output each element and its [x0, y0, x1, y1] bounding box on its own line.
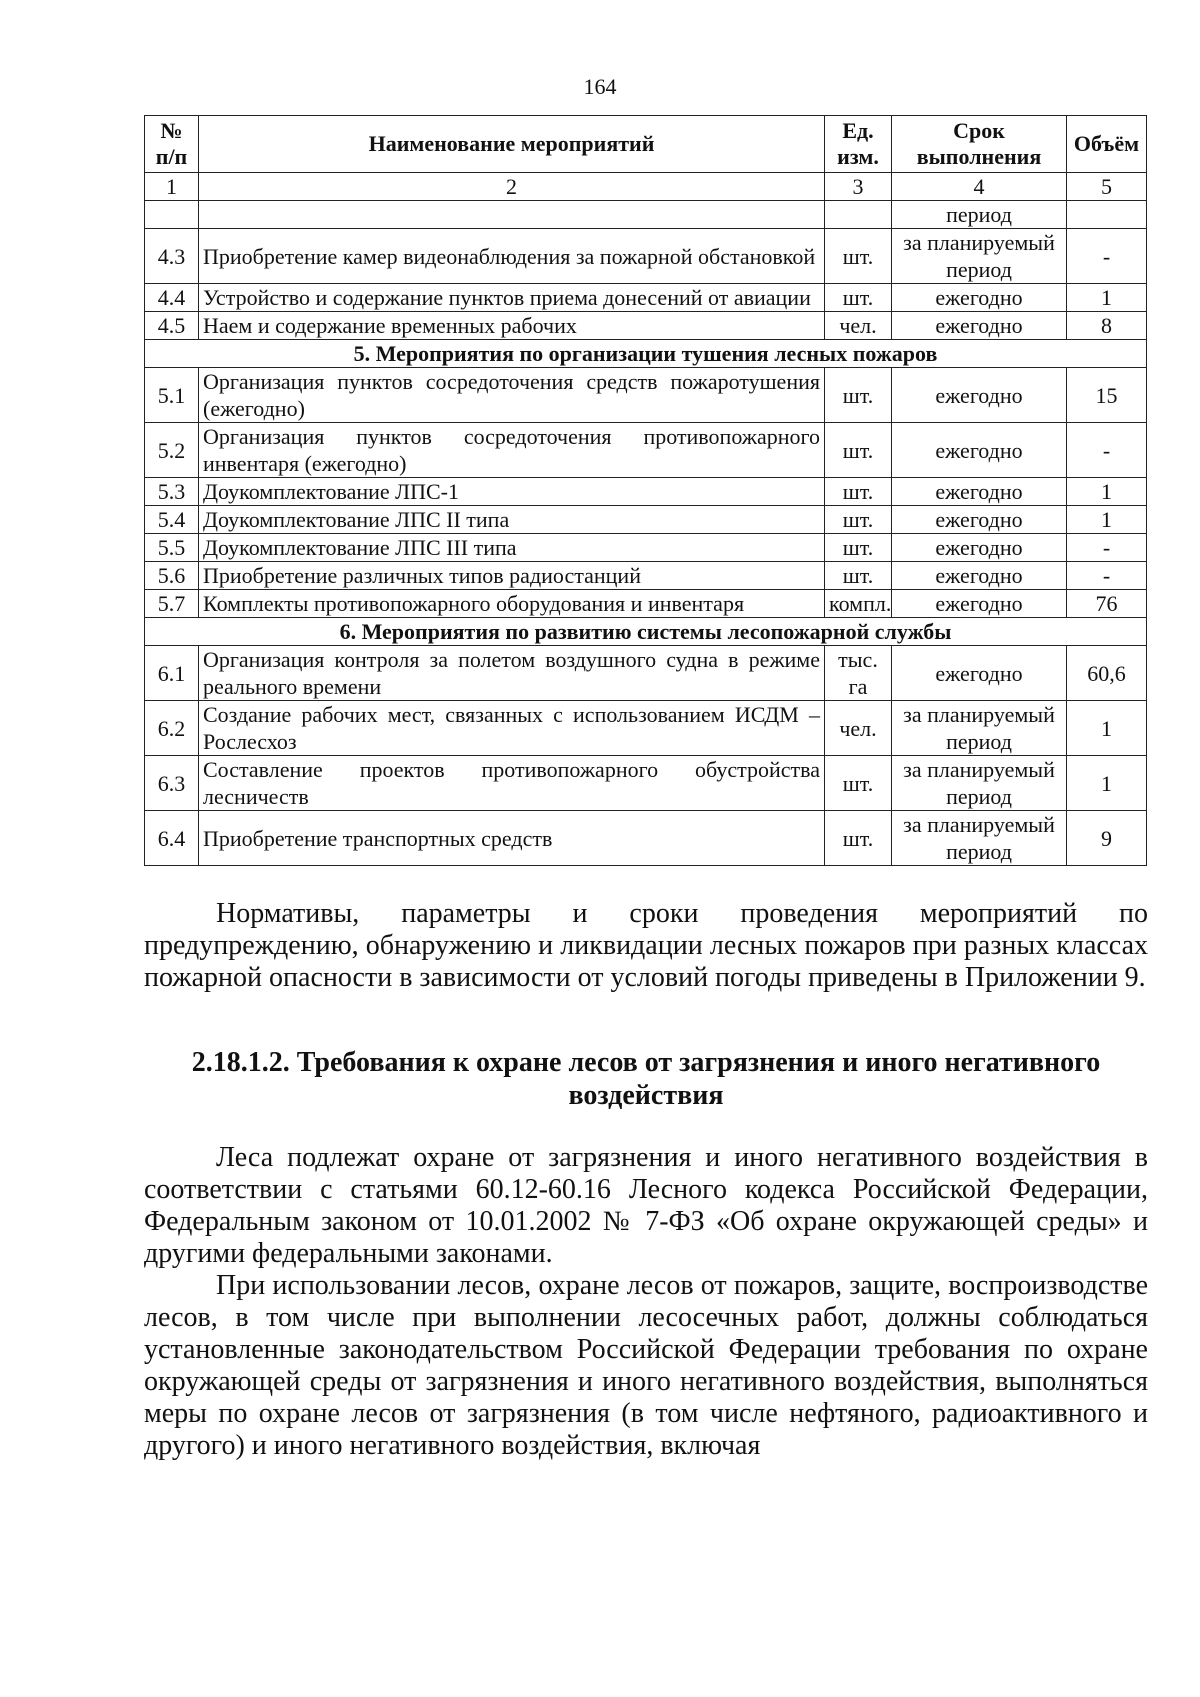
carry-over-volume: [1067, 201, 1147, 229]
header-volume: Объём: [1067, 116, 1147, 173]
section-6-title: 6. Мероприятия по развитию системы лесопожарной службы: [145, 618, 1147, 646]
row-term: ежегодно: [892, 423, 1067, 478]
row-term: ежегодно: [892, 312, 1067, 340]
row-term: ежегодно: [892, 646, 1067, 701]
row-term: ежегодно: [892, 506, 1067, 534]
table-group: [145, 368, 1147, 618]
column-number: 2: [199, 173, 825, 201]
row-number: 5.3: [145, 478, 199, 506]
row-volume: -: [1067, 562, 1147, 590]
row-unit: шт.: [825, 423, 892, 478]
row-name: Устройство и содержание пунктов приема донесений от авиации: [199, 284, 825, 312]
row-volume: -: [1067, 534, 1147, 562]
row-name: Комплекты противопожарного оборудования и инвентаря: [199, 590, 825, 618]
table-header-row: [145, 116, 1147, 173]
table-row: [145, 368, 1147, 423]
row-term: ежегодно: [892, 590, 1067, 618]
row-unit: шт.: [825, 534, 892, 562]
row-number: 6.4: [145, 811, 199, 866]
table-group: [145, 646, 1147, 866]
forests-text: Леса подлежат охране от загрязнения и иного негативного воздействия в соответствии с статьями 60.12-60.16 Лесного кодекса Российской Федерации, Федеральным законом от 10.01.2002 № 7-ФЗ «Об охране окружающей среды» и другими федеральными законами.: [144, 1142, 1148, 1269]
row-term: ежегодно: [892, 368, 1067, 423]
row-term: за планируемый период: [892, 756, 1067, 811]
row-name: Создание рабочих мест, связанных с использованием ИСДМ – Рослесхоз: [199, 701, 825, 756]
row-term: ежегодно: [892, 562, 1067, 590]
section-row: [145, 618, 1147, 646]
row-unit: шт.: [825, 229, 892, 284]
row-name: Доукомплектование ЛПС-1: [199, 478, 825, 506]
column-number: 1: [145, 173, 199, 201]
row-unit: шт.: [825, 506, 892, 534]
usage-text: При использовании лесов, охране лесов от пожаров, защите, воспроизводстве лесов, в том числе при выполнении лесосечных работ, должны соблюдаться установленные законодательством Российской Федерации требования по охране окружающей среды от загрязнения и иного негативного воздействия, выполняться меры по охране лесов от загрязнения (в том числе нефтяного, радиоактивного и другого) и иного негативного воздействия, включая: [144, 1270, 1148, 1461]
table-row: [145, 811, 1147, 866]
table-row: [145, 646, 1147, 701]
row-number: 4.4: [145, 284, 199, 312]
header-name: Наименование мероприятий: [199, 116, 825, 173]
row-number: 5.4: [145, 506, 199, 534]
row-volume: 1: [1067, 756, 1147, 811]
row-unit: чел.: [825, 312, 892, 340]
row-volume: -: [1067, 229, 1147, 284]
row-volume: 15: [1067, 368, 1147, 423]
table-row: [145, 562, 1147, 590]
row-number: 5.7: [145, 590, 199, 618]
column-number-row: [145, 173, 1147, 201]
carry-over-name: [199, 201, 825, 229]
row-unit: чел.: [825, 701, 892, 756]
row-term: за планируемый период: [892, 229, 1067, 284]
row-unit: шт.: [825, 562, 892, 590]
row-term: ежегодно: [892, 478, 1067, 506]
column-number: 3: [825, 173, 892, 201]
row-name: Составление проектов противопожарного обустройства лесничеств: [199, 756, 825, 811]
carry-over-unit: [825, 201, 892, 229]
carry-over-row: [145, 201, 1147, 229]
header-unit: Ед. изм.: [825, 116, 892, 173]
row-unit: шт.: [825, 368, 892, 423]
row-name: Организация контроля за полетом воздушного судна в режиме реального времени: [199, 646, 825, 701]
row-volume: 1: [1067, 284, 1147, 312]
row-volume: 1: [1067, 478, 1147, 506]
row-volume: -: [1067, 423, 1147, 478]
row-unit: компл.: [825, 590, 892, 618]
row-name: Приобретение транспортных средств: [199, 811, 825, 866]
row-term: за планируемый период: [892, 701, 1067, 756]
measures-table: [144, 115, 1147, 866]
header-num: № п/п: [145, 116, 199, 173]
row-number: 4.3: [145, 229, 199, 284]
row-name: Организация пунктов сосредоточения противопожарного инвентаря (ежегодно): [199, 423, 825, 478]
norms-paragraph: [144, 898, 1148, 994]
row-name: Доукомплектование ЛПС III типа: [199, 534, 825, 562]
usage-paragraph: [144, 1270, 1148, 1462]
row-name: Наем и содержание временных рабочих: [199, 312, 825, 340]
row-unit: шт.: [825, 756, 892, 811]
column-number: 5: [1067, 173, 1147, 201]
norms-text: Нормативы, параметры и сроки проведения мероприятий по предупреждению, обнаружению и ликвидации лесных пожаров при разных классах пожарной опасности в зависимости от условий погоды приведены в Приложении 9.: [144, 898, 1148, 993]
row-term: ежегодно: [892, 534, 1067, 562]
table-row: [145, 312, 1147, 340]
row-number: 5.5: [145, 534, 199, 562]
row-volume: 76: [1067, 590, 1147, 618]
row-number: 5.6: [145, 562, 199, 590]
table-row: [145, 478, 1147, 506]
row-name: Доукомплектование ЛПС II типа: [199, 506, 825, 534]
page-number: 164: [583, 74, 617, 99]
header-term: Срок выполнения: [892, 116, 1067, 173]
row-volume: 9: [1067, 811, 1147, 866]
row-name: Приобретение различных типов радиостанций: [199, 562, 825, 590]
section-heading: 2.18.1.2. Требования к охране лесов от загрязнения и иного негативного воздействия: [191, 1047, 1101, 1111]
table-row: [145, 423, 1147, 478]
row-name: Приобретение камер видеонаблюдения за пожарной обстановкой: [199, 229, 825, 284]
row-number: 5.2: [145, 423, 199, 478]
table-row: [145, 590, 1147, 618]
table-row: [145, 284, 1147, 312]
row-unit: шт.: [825, 811, 892, 866]
row-term: за планируемый период: [892, 811, 1067, 866]
row-number: 6.2: [145, 701, 199, 756]
carry-over-num: [145, 201, 199, 229]
row-unit: шт.: [825, 284, 892, 312]
table-row: [145, 506, 1147, 534]
row-name: Организация пунктов сосредоточения средств пожаротушения (ежегодно): [199, 368, 825, 423]
table-row: [145, 229, 1147, 284]
carry-over-term: период: [892, 201, 1067, 229]
row-term: ежегодно: [892, 284, 1067, 312]
column-number: 4: [892, 173, 1067, 201]
row-unit: шт.: [825, 478, 892, 506]
row-volume: 60,6: [1067, 646, 1147, 701]
row-number: 5.1: [145, 368, 199, 423]
table-group: [145, 229, 1147, 340]
table-row: [145, 756, 1147, 811]
table-row: [145, 534, 1147, 562]
row-volume: 1: [1067, 701, 1147, 756]
table-row: [145, 701, 1147, 756]
row-volume: 1: [1067, 506, 1147, 534]
section-5-title: 5. Мероприятия по организации тушения лесных пожаров: [145, 340, 1147, 368]
row-volume: 8: [1067, 312, 1147, 340]
section-row: [145, 340, 1147, 368]
row-number: 6.3: [145, 756, 199, 811]
forests-paragraph: [144, 1142, 1148, 1270]
row-number: 6.1: [145, 646, 199, 701]
row-unit: тыс. га: [825, 646, 892, 701]
row-number: 4.5: [145, 312, 199, 340]
